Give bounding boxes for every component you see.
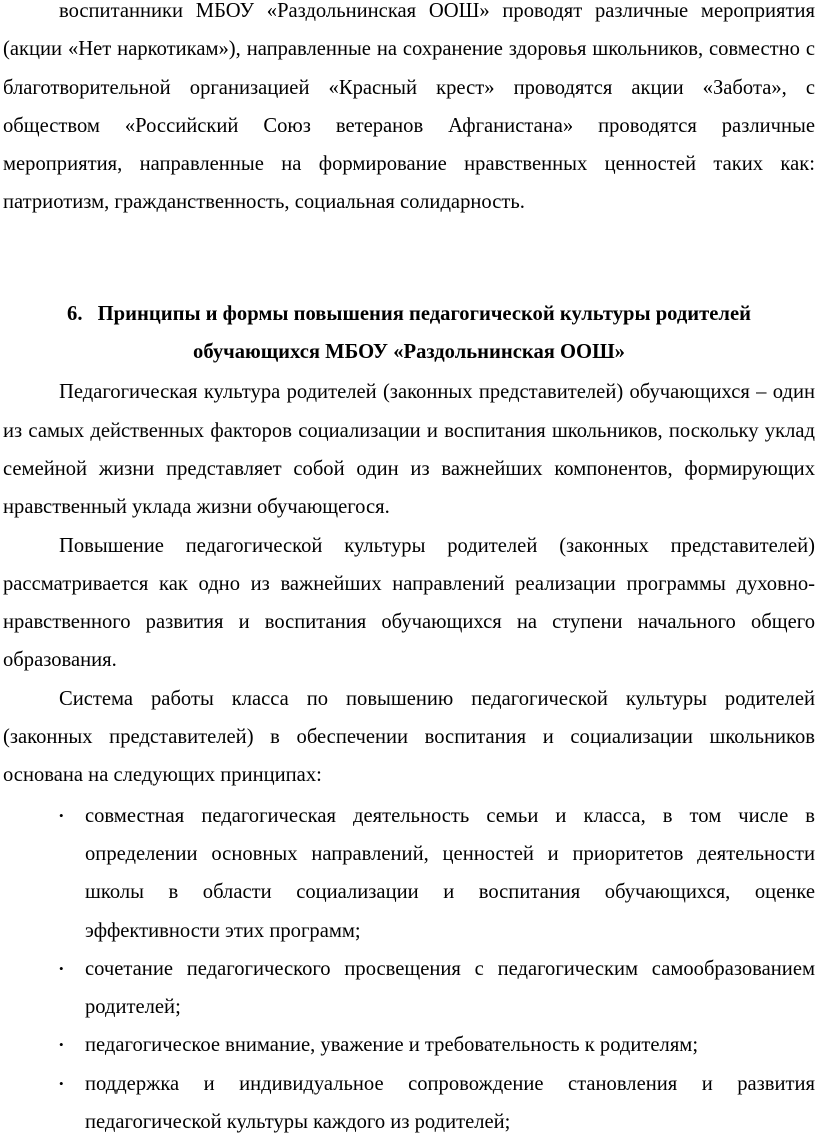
section-title: Принципы и формы повышения педагогической культуры родителей обучающихся МБОУ «Раздольнинская ООШ»	[97, 302, 751, 364]
list-item	[3, 950, 815, 1027]
bullet-icon: •	[59, 1037, 64, 1053]
list-item-text: сочетание педагогического просвещения с педагогическим самообразованием родителей;	[85, 957, 815, 1019]
list-item	[3, 1026, 815, 1064]
section-number: 6.	[67, 302, 83, 325]
list-item-text: поддержка и индивидуальное сопровождение становления и развития педагогической культуры каждого из родителей;	[85, 1072, 815, 1134]
list-item-text: совместная педагогическая деятельность семьи и класса, в том числе в определении основных направлений, ценностей и приоритетов деятельности школы в области социализации и воспитания обучающихся, оценке эффективности этих программ;	[85, 804, 815, 942]
bullet-icon: •	[59, 807, 64, 823]
principles-list	[3, 797, 815, 1141]
paragraph-1: Педагогическая культура родителей (законных представителей) обучающихся – один из самых действенных факторов социализации и воспитания школьников, поскольку уклад семейной жизни представляет собой один из важнейших компонентов, формирующих нравственный уклада жизни обучающегося.	[3, 381, 815, 519]
list-item-text: педагогическое внимание, уважение и требовательность к родителям;	[85, 1034, 699, 1057]
paragraph-3: Система работы класса по повышению педагогической культуры родителей (законных представителей) в обеспечении воспитания и социализации школьников основана на следующих принципах:	[3, 687, 815, 787]
list-item	[3, 797, 815, 950]
bullet-icon: •	[59, 960, 64, 976]
intro-paragraph: воспитанники МБОУ «Раздольнинская ООШ» проводят различные мероприятия (акции «Нет наркотикам»), направленные на сохранение здоровья школьников, совместно с благотворительной организацией «Красный крест» проводятся акции «Забота», с обществом «Российский Союз ветеранов Афганистана» проводятся различные мероприятия, направленные на формирование нравственных ценностей таких как: патриотизм, гражданственность, социальная солидарность.	[3, 0, 815, 214]
section-heading	[3, 295, 815, 372]
list-item	[3, 1065, 815, 1141]
bullet-icon: •	[59, 1075, 64, 1091]
paragraph-2: Повышение педагогической культуры родителей (законных представителей) рассматривается как одно из важнейших направлений реализации программы духовно-нравственного развития и воспитания обучающихся на ступени начального общего образования.	[3, 534, 815, 672]
